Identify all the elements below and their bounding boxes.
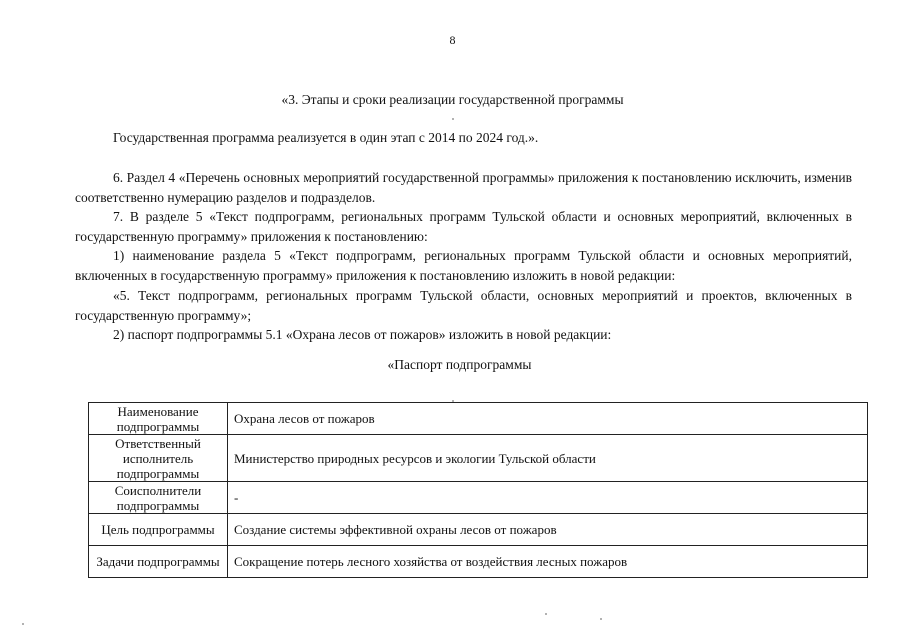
row-value: Создание системы эффективной охраны лесов от пожаров <box>228 514 868 546</box>
passport-table <box>88 402 868 578</box>
scan-speck <box>452 118 454 120</box>
passport-heading: «Паспорт подпрограммы <box>387 357 532 372</box>
table-row <box>89 482 868 514</box>
table-row <box>89 435 868 482</box>
row-value: - <box>228 482 868 514</box>
row-value: Сокращение потерь лесного хозяйства от воздействия лесных пожаров <box>228 546 868 578</box>
scan-speck <box>452 400 454 402</box>
paragraph-7-1: 1) наименование раздела 5 «Текст подпрограмм, региональных программ Тульской области и основных мероприятий, включенных в государственную программу» приложения к постановлению изложить в новой редакции: <box>75 248 852 283</box>
scan-speck <box>22 623 24 625</box>
paragraph-7-2: 2) паспорт подпрограммы 5.1 «Охрана лесов от пожаров» изложить в новой редакции: <box>113 327 612 342</box>
row-label: Задачи подпрограммы <box>89 546 228 578</box>
table-row <box>89 514 868 546</box>
row-label: Соисполнители подпрограммы <box>89 482 228 514</box>
stage-paragraph: Государственная программа реализуется в один этап с 2014 по 2024 год.». <box>113 130 539 145</box>
row-label: Наименование подпрограммы <box>89 403 228 435</box>
paragraph-7: 7. В разделе 5 «Текст подпрограмм, региональных программ Тульской области и основных мероприятий, включенных в государственную программу» приложения к постановлению: <box>75 209 852 244</box>
table-row <box>89 546 868 578</box>
row-label: Ответственный исполнитель подпрограммы <box>89 435 228 482</box>
row-value: Охрана лесов от пожаров <box>228 403 868 435</box>
paragraph-6: 6. Раздел 4 «Перечень основных мероприятий государственной программы» приложения к постановлению исключить, изменив соответственно нумерацию разделов и подразделов. <box>75 170 852 205</box>
row-value: Министерство природных ресурсов и экологии Тульской области <box>228 435 868 482</box>
paragraph-section-5-title: «5. Текст подпрограмм, региональных программ Тульской области, основных мероприятий и проектов, включенных в государственную программу»; <box>75 288 852 323</box>
scan-speck <box>545 613 547 615</box>
page-number: 8 <box>449 33 456 47</box>
row-label: Цель подпрограммы <box>89 514 228 546</box>
section-heading: «3. Этапы и сроки реализации государственной программы <box>281 92 624 107</box>
table-row <box>89 403 868 435</box>
scan-speck <box>600 618 602 620</box>
